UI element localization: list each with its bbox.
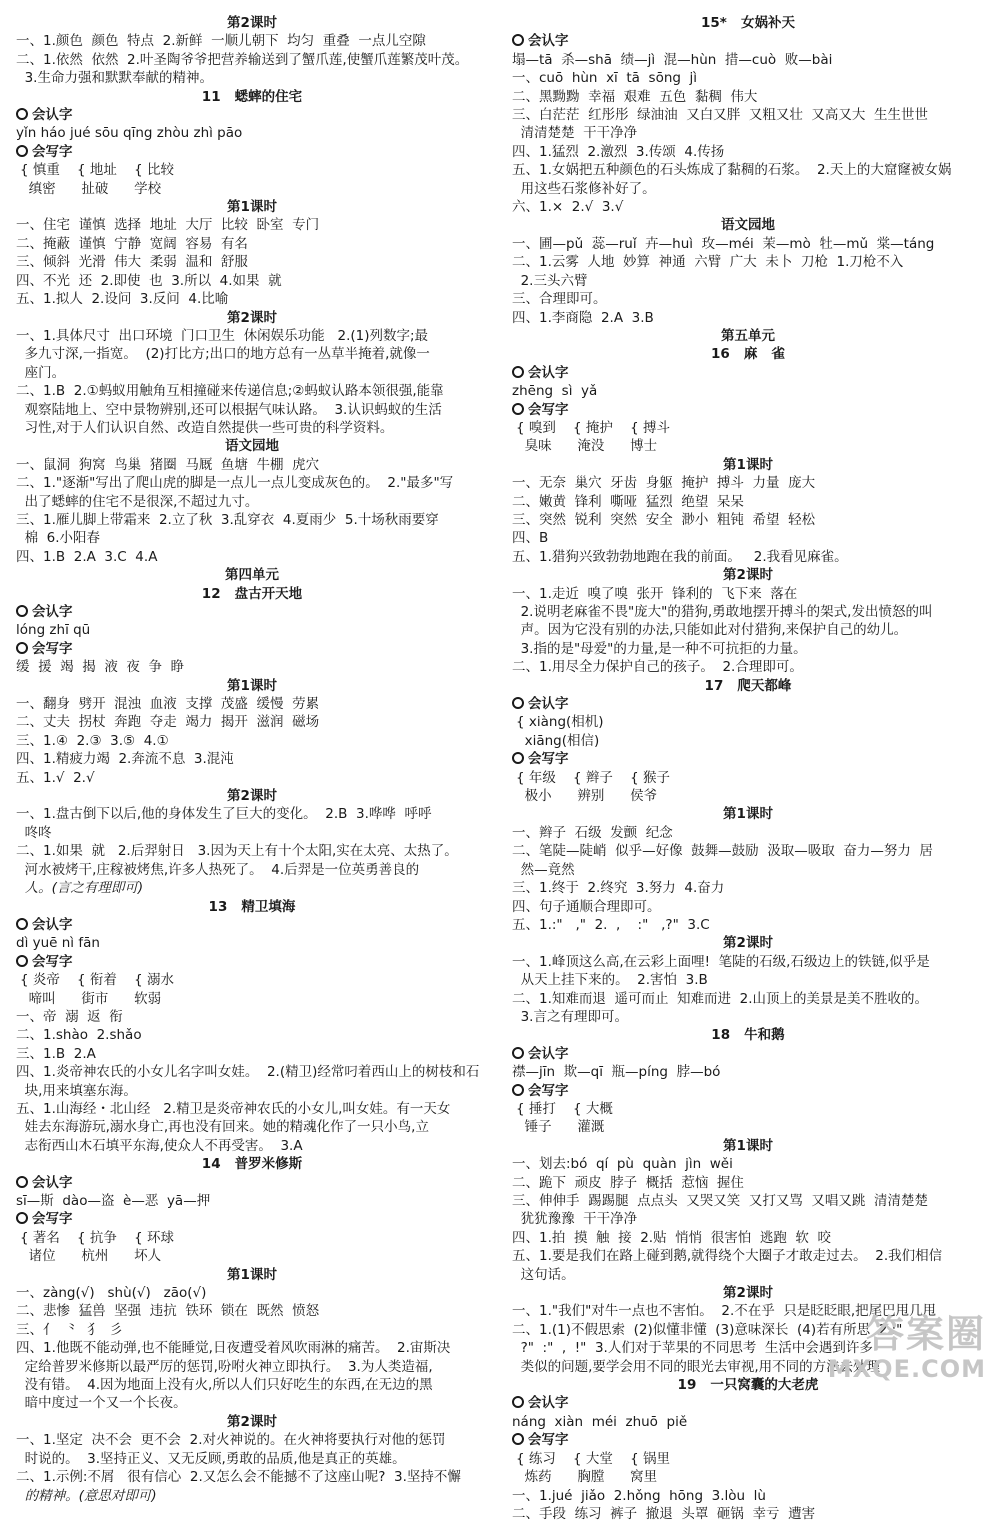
- answer-line: 这句话。: [512, 1266, 575, 1283]
- section-heading: 第2课时: [723, 1285, 773, 1302]
- answer-line: 志衔西山木石填平东海,使众人不再受害。 3.A: [16, 1137, 303, 1154]
- answer-line: 一、zàng(√) shù(√) zāo(√): [16, 1285, 207, 1302]
- section-heading: 第四单元: [225, 567, 279, 584]
- answer-line: 一、圃—pǔ 蕊—ruǐ 卉—huì 玫—méi 茉—mò 牡—mǔ 棠—táng: [512, 235, 935, 252]
- answer-line: 咚咚: [16, 824, 52, 841]
- answer-line: 一、帝 溺 返 衔: [16, 1008, 123, 1025]
- answer-line: { 炎帝 { 衔着 { 溺水: [20, 972, 174, 989]
- answer-line: 二、手段 练习 裤子 撤退 头罩 砸锅 幸亏 遭害: [512, 1505, 816, 1522]
- answer-line: náng xiàn méi zhuō piě: [512, 1413, 688, 1430]
- answer-line: 二、1.shào 2.shǎo: [16, 1027, 142, 1044]
- subsection-label: 会认字: [16, 106, 488, 124]
- answer-line: 人。(言之有理即可): [16, 880, 144, 897]
- answer-line: 一、1.峰顶这么高,在云彩上面哩! 笔陡的石级,石级边上的铁链,似乎是: [512, 953, 930, 970]
- answer-line: 一、划去:bó qí pù quàn jìn wěi: [512, 1156, 733, 1173]
- subsection-label: 会认字: [16, 603, 488, 621]
- subsection-label: 会写字: [512, 1082, 984, 1100]
- answer-line: 二、掩蔽 谨慎 宁静 宽阔 容易 有名: [16, 235, 248, 252]
- answer-line: 的精神。(意思对即可): [16, 1487, 157, 1504]
- answer-line: 四、1.B 2.A 3.C 4.A: [16, 548, 158, 565]
- answer-line: 时说的。 3.坚持正义、又无反顾,勇敢的品质,他是真正的英雄。: [16, 1450, 406, 1467]
- answer-line: 一、翻身 劈开 混浊 血液 支撑 茂盛 缓慢 劳累: [16, 696, 320, 713]
- watermark-logo: 答案圈: [865, 1312, 986, 1356]
- answer-line: xiāng(相信): [516, 732, 600, 749]
- answer-line: 出了蟋蟀的住宅不是很深,不超过九寸。: [16, 493, 259, 510]
- answer-line: yǐn háo jué sōu qīng zhòu zhì pāo: [16, 125, 243, 142]
- section-heading: 12 盘古开天地: [201, 585, 303, 602]
- answer-line: { xiàng(相机): [516, 714, 604, 731]
- section-heading: 语文园地: [225, 438, 279, 455]
- answer-line: 三、1.雁儿脚上带霜来 2.立了秋 3.乱穿衣 4.夏雨少 5.十场秋雨要穿: [16, 511, 439, 528]
- answer-line: 三、亻 ⺀ 犭 彡: [16, 1321, 123, 1338]
- section-heading: 第2课时: [227, 309, 277, 326]
- subsection-label: 会认字: [512, 695, 984, 713]
- answer-line: { 慎重 { 地址 { 比较: [20, 162, 174, 179]
- section-heading: 14 普罗米修斯: [201, 1156, 303, 1173]
- answer-line: 然—竟然: [512, 861, 575, 878]
- answer-line: 四、1.他既不能动弹,也不能睡觉,日夜遭受着风吹雨淋的痛苦。 2.宙斯决: [16, 1340, 451, 1357]
- answer-line: 二、丈夫 拐杖 奔跑 夺走 竭力 揭开 滋润 磁场: [16, 714, 320, 731]
- subsection-label: 会写字: [512, 1431, 984, 1449]
- answer-line: 二、笔陡—陡峭 似乎—好像 鼓舞—鼓励 汲取—吸取 奋力—努力 居: [512, 843, 933, 860]
- answer-line: 一、无奈 巢穴 牙齿 身躯 掩护 搏斗 力量 庞大: [512, 475, 816, 492]
- answer-line: 类似的问题,要学会用不同的眼光去审视,用不同的方法去处理: [512, 1358, 881, 1375]
- subsection-label: 会认字: [16, 1174, 488, 1192]
- answer-line: 一、1.颜色 颜色 特点 2.新鲜 一顺儿朝下 均匀 重叠 一点儿空隙: [16, 33, 426, 50]
- answer-line: 从天上挂下来的。 2.害怕 3.B: [512, 972, 708, 989]
- subsection-label: 会认字: [16, 916, 488, 934]
- answer-line: 缓 援 竭 揭 液 夜 争 睁: [16, 659, 185, 676]
- answer-line: 缜密 扯破 学校: [20, 180, 162, 197]
- answer-line: lóng zhī qū: [16, 622, 91, 639]
- answer-line: 四、1.精疲力竭 2.奔流不息 3.混沌: [16, 751, 234, 768]
- answer-line: 塌—tā 杀—shā 绩—jì 混—hùn 措—cuò 败—bài: [512, 51, 833, 68]
- section-heading: 第2课时: [723, 567, 773, 584]
- answer-line: 一、鼠洞 狗窝 鸟巢 猪圈 马厩 鱼塘 牛棚 虎穴: [16, 456, 320, 473]
- section-heading: 18 牛和鹅: [711, 1027, 785, 1044]
- answer-line: zhēng sì yǎ: [512, 383, 598, 400]
- answer-line: 三、倾斜 光滑 伟大 柔弱 温和 舒服: [16, 254, 248, 271]
- answer-line: 五、1.拟人 2.设问 3.反问 4.比喻: [16, 291, 229, 308]
- answer-line: ?" :" , !" 3.人们对于苹果的不同思考 生活中会遇到许多: [512, 1340, 873, 1357]
- answer-line: 六、1.× 2.√ 3.√: [512, 199, 624, 216]
- answer-line: 观察陆地上、空中景物辨别,还可以根据气味认路。 3.认识蚂蚁的生活: [16, 401, 442, 418]
- answer-line: 一、1."我们"对牛一点也不害怕。 2.不在乎 只是眨眨眼,把尾巴甩几甩: [512, 1303, 937, 1320]
- answer-line: { 年级 { 辫子 { 猴子: [516, 769, 670, 786]
- answer-line: 习性,对于人们认识自然、改造自然提供一些可贵的科学资料。: [16, 419, 394, 436]
- section-heading: 第1课时: [227, 1266, 277, 1283]
- answer-line: 四、1.猛烈 2.激烈 3.传颂 4.传扬: [512, 143, 725, 160]
- answer-line: 3.言之有理即可。: [512, 1008, 628, 1025]
- subsection-label: 会认字: [512, 1394, 984, 1412]
- answer-line: 清清楚楚 干干净净: [512, 125, 638, 142]
- answer-line: 二、1.如果 就 2.后羿射日 3.因为天上有十个太阳,实在太亮、太热了。: [16, 843, 458, 860]
- answer-line: 块,用来填塞东海。: [16, 1082, 137, 1099]
- section-heading: 第1课时: [227, 677, 277, 694]
- answer-line: { 著名 { 抗争 { 环球: [20, 1229, 174, 1246]
- answer-line: { 嗅到 { 掩护 { 搏斗: [516, 419, 670, 436]
- subsection-label: 会写字: [16, 953, 488, 971]
- answer-line: 多九寸深,一指宽。 (2)打比方;出口的地方总有一丛草半掩着,就像一: [16, 346, 430, 363]
- section-heading: 第1课时: [723, 456, 773, 473]
- answer-line: 一、辫子 石级 发颤 纪念: [512, 824, 673, 841]
- subsection-label: 会写字: [16, 1210, 488, 1228]
- answer-line: 啼叫 街市 软弱: [20, 990, 162, 1007]
- answer-line: sī—斯 dào—盗 è—恶 yā—押: [16, 1193, 211, 1209]
- subsection-label: 会认字: [512, 32, 984, 50]
- answer-line: 三、1.终于 2.终究 3.努力 4.奋力: [512, 880, 725, 897]
- answer-line: 极小 辨别 侯爷: [516, 788, 658, 805]
- subsection-label: 会写字: [512, 750, 984, 768]
- answer-line: 诸位 杭州 坏人: [20, 1248, 162, 1265]
- answer-line: 三、突然 锐利 突然 安全 渺小 粗钝 希望 轻松: [512, 511, 816, 528]
- section-heading: 第1课时: [723, 806, 773, 823]
- answer-line: 娃去东海游玩,溺水身亡,再也没有回来。她的精魂化作了一只小鸟,立: [16, 1119, 429, 1136]
- section-heading: 第2课时: [227, 788, 277, 805]
- answer-line: 二、1."逐渐"写出了爬山虎的脚是一点儿一点儿变成灰色的。 2."最多"写: [16, 475, 454, 492]
- answer-line: 三、白茫茫 红彤彤 绿油油 又白又胖 又粗又壮 又高又大 生生世世: [512, 107, 928, 124]
- section-heading: 第1课时: [227, 199, 277, 216]
- answer-line: 座门。: [16, 364, 66, 381]
- answer-line: 锤子 灌溉: [516, 1119, 605, 1136]
- answer-line: 三、1.④ 2.③ 3.⑤ 4.①: [16, 732, 169, 749]
- section-heading: 17 爬天都峰: [704, 677, 792, 694]
- answer-line: 三、合理即可。: [512, 291, 607, 308]
- answer-line: 二、1.(1)不假思索 (2)似懂非懂 (3)意味深长 (4)若有所思 2.:": [512, 1321, 903, 1338]
- answer-line: 一、1.具体尺寸 出口环境 门口卫生 休闲娱乐功能 2.(1)列数字;最: [16, 327, 429, 344]
- answer-line: 2.说明老麻雀不畏"庞大"的猎狗,勇敢地摆开搏斗的架式,发出愤怒的叫: [512, 604, 933, 620]
- answer-line: 五、1.√ 2.√: [16, 769, 95, 786]
- answer-line: 炼药 胸膛 窝里: [516, 1469, 658, 1486]
- subsection-label: 会写字: [16, 640, 488, 658]
- answer-line: 三、伸伸手 踢踢腿 点点头 又哭又笑 又打又骂 又唱又跳 清清楚楚: [512, 1193, 928, 1209]
- section-heading: 19 一只窝囊的大老虎: [677, 1377, 819, 1394]
- answer-line: 一、住宅 谨慎 选择 地址 大厅 比较 卧室 专门: [16, 217, 320, 234]
- section-heading: 11 蟋蟀的住宅: [201, 88, 303, 105]
- answer-line: 二、黑黝黝 幸福 艰难 五色 黏稠 伟大: [512, 88, 758, 105]
- answer-line: 四、句子通顺合理即可。: [512, 898, 661, 915]
- section-heading: 16 麻 雀: [711, 346, 785, 363]
- section-heading: 第2课时: [227, 1413, 277, 1430]
- answer-line: 没有错。 4.因为地面上没有火,所以人们只好吃生的东西,在无边的黑: [16, 1377, 433, 1394]
- answer-line: dì yuē nì fān: [16, 935, 100, 952]
- answer-line: 3.指的是"母爱"的力量,是一种不可抗拒的力量。: [512, 640, 807, 657]
- answer-line: 四、1.拍 摸 触 接 2.贴 悄悄 很害怕 逃跑 软 咬: [512, 1229, 832, 1246]
- answer-line: 二、1.B 2.①蚂蚁用触角互相撞碰来传递信息;②蚂蚁认路本领很强,能靠: [16, 383, 444, 400]
- answer-line: 四、1.炎帝神农氏的小女儿名字叫女娃。 2.(精卫)经常叼着西山上的树枝和石: [16, 1064, 480, 1081]
- watermark: [756, 1312, 986, 1384]
- section-heading: 语文园地: [721, 217, 775, 234]
- answer-line: 用这些石浆修补好了。: [512, 180, 656, 197]
- answer-line: 五、1.猎狗兴致勃勃地跑在我的前面。 2.我看见麻雀。: [512, 548, 848, 565]
- answer-line: 二、悲惨 猛兽 坚强 违抗 铁环 锁在 既然 愤怒: [16, 1303, 320, 1320]
- answer-line: 五、1.山海经・北山经 2.精卫是炎帝神农氏的小女儿,叫女娃。有一天女: [16, 1100, 451, 1117]
- subsection-label: 会写字: [16, 143, 488, 161]
- answer-line: 五、1.要是我们在路上碰到鹅,就得绕个大圈子才敢走过去。 2.我们相信: [512, 1248, 943, 1265]
- answer-line: 臭味 淹没 博士: [516, 438, 658, 455]
- answer-line: 一、cuō hùn xī tā sōng jì: [512, 70, 698, 87]
- answer-line: 襟—jīn 欺—qī 瓶—píng 脖—bó: [512, 1064, 721, 1081]
- answer-line: 一、1.走近 嗅了嗅 张开 锋利的 飞下来 落在: [512, 585, 798, 602]
- answer-line: 二、1.知难而退 遥可而止 知难而进 2.山顶上的美景是美不胜收的。: [512, 990, 929, 1007]
- section-heading: 15* 女娲补天: [701, 15, 795, 31]
- answer-line: { 练习 { 大堂 { 锅里: [516, 1450, 670, 1467]
- section-heading: 第2课时: [227, 15, 277, 31]
- subsection-label: 会写字: [512, 401, 984, 419]
- answer-line: 2.三头六臂: [512, 272, 588, 289]
- answer-line: 四、不光 还 2.即使 也 3.所以 4.如果 就: [16, 272, 282, 289]
- answer-line: 二、嫩黄 锋利 嘶哑 猛烈 绝望 呆呆: [512, 493, 744, 510]
- section-heading: 第五单元: [721, 327, 775, 344]
- answer-line: 二、1.用尽全力保护自己的孩子。 2.合理即可。: [512, 659, 803, 676]
- answer-line: 五、1.女娲把五种颜色的石头炼成了黏稠的石浆。 2.天上的大窟窿被女娲: [512, 162, 952, 179]
- answer-line: 河水被烤干,庄稼被烤焦,许多人热死了。 4.后羿是一位英勇善良的: [16, 861, 420, 878]
- answer-line: 犹犹豫豫 干干净净: [512, 1211, 638, 1228]
- answer-line: { 捶打 { 大概: [516, 1100, 613, 1117]
- answer-line: 暗中度过一个又一个长夜。: [16, 1395, 187, 1412]
- subsection-label: 会认字: [512, 364, 984, 382]
- subsection-label: 会认字: [512, 1045, 984, 1063]
- answer-line: 定给普罗米修斯以最严厉的惩罚,吩咐火神立即执行。 3.为人类造福,: [16, 1358, 433, 1375]
- answer-line: 二、1.示例:不屑 很有信心 2.又怎么会不能撼不了这座山呢? 3.坚持不懈: [16, 1469, 461, 1486]
- answer-line: 一、1.盘古倒下以后,他的身体发生了巨大的变化。 2.B 3.哗哗 呼呼: [16, 806, 432, 823]
- answer-line: 二、1.依然 依然 2.叶圣陶爷爷把营养输送到了蟹爪莲,使蟹爪莲繁茂叶茂。: [16, 51, 469, 68]
- answer-line: 四、B: [512, 530, 549, 547]
- answer-line: 五、1.:" ," 2. , :" ,?" 3.C: [512, 916, 710, 933]
- answer-line: 棉 6.小阳春: [16, 530, 101, 547]
- answer-line: 二、跪下 顽皮 脖子 概括 惹恼 握住: [512, 1174, 744, 1191]
- left-column: [16, 14, 488, 1504]
- answer-line: 声。因为它没有别的办法,只能如此对付猎狗,来保护自己的幼儿。: [512, 622, 908, 639]
- answer-line: 四、1.李商隐 2.A 3.B: [512, 309, 654, 326]
- answer-line: 3.生命力强和默默奉献的精神。: [16, 70, 213, 87]
- answer-line: 三、1.B 2.A: [16, 1045, 96, 1062]
- answer-line: 一、1.坚定 决不会 更不会 2.对火神说的。在火神将要执行对他的惩罚: [16, 1432, 446, 1449]
- answer-line: 二、1.云雾 人地 妙算 神通 六臂 广大 未卜 刀枪 1.刀枪不入: [512, 254, 904, 271]
- section-heading: 第1课时: [723, 1137, 773, 1154]
- watermark-url: MXQE.COM: [827, 1355, 986, 1383]
- section-heading: 13 精卫填海: [208, 898, 296, 915]
- answer-line: 一、1.jué jiǎo 2.hǒng hōng 3.lòu lù: [512, 1487, 766, 1504]
- section-heading: 第2课时: [723, 935, 773, 952]
